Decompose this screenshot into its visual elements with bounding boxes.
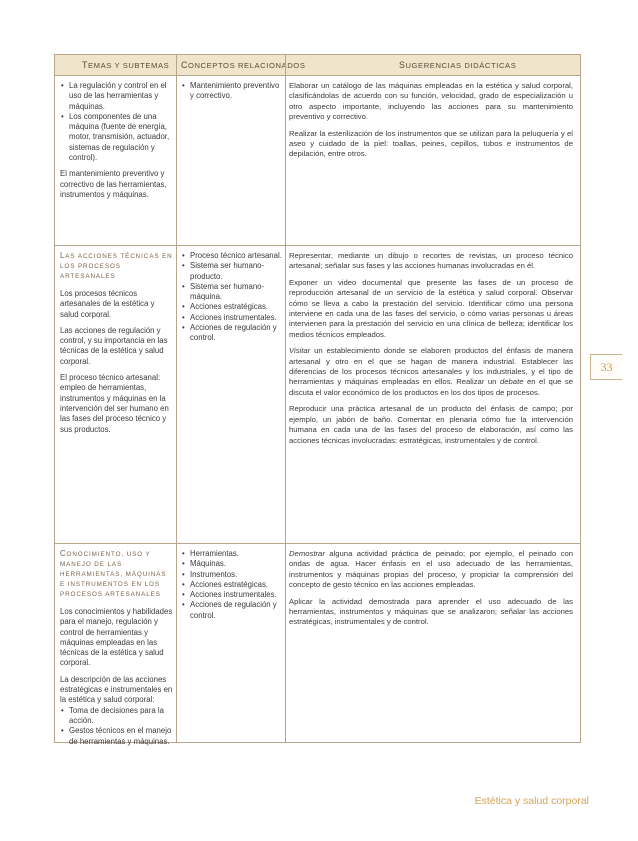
header-sugerencias: SUGERENCIAS DIDÁCTICAS [399,60,517,70]
temas-list [60,706,173,747]
list-item: • Sistema ser humano-máquina. [181,282,285,303]
list-item: • Proceso técnico artesanal. [181,251,285,261]
header-divider [176,55,177,75]
column-divider [285,246,286,543]
list-item: • Sistema ser humano-producto. [181,261,285,282]
content-table [54,54,581,746]
table-header [55,55,580,76]
list-item: • Gestos técnicos en el manejo de herramientas y máquinas. [60,726,173,747]
list-item: • Acciones instrumentales. [181,590,285,600]
sugerencias-cell [289,251,573,452]
temas-text: La descripción de las acciones estratégicas e instrumentales en la estética y salud corporal: [60,674,173,705]
emphasis-verb: Visitar [289,346,311,356]
temas-list [60,81,173,163]
emphasis-verb: debate [499,377,524,387]
temas-cell [60,251,173,441]
list-item: • Mantenimiento preventivo y correctivo. [181,81,285,102]
list-item: • Máquinas. [181,559,285,569]
table-row [55,544,580,746]
list-item: • Acciones estratégicas. [181,302,285,312]
list-item: • Instrumentos. [181,570,285,580]
temas-text: El proceso técnico artesanal: empleo de herramientas, instrumentos y máquinas en la intervención del ser humano en las fases del proceso técnico y sus productos. [60,373,169,434]
sugerencia-text: Demostrar alguna actividad práctica de peinado; por ejemplo, el peinado con ondas de agua. Hacer énfasis en el uso adecuado de las herramientas, instrumentos y máquinas propias del proceso, y propiciar la comprensión del concepto de gesto técnico en las acciones empleadas. [289,549,573,590]
temas-cell [60,81,173,206]
subtema-heading: CONOCIMIENTO, USO Y MANEJO DE LAS HERRAMIENTAS, MÁQUINAS E INSTRUMENTOS EN LOS PROCESOS ARTESANALES [60,549,167,598]
sugerencia-text: Representar, mediante un dibujo o recortes de revistas, un proceso técnico artesanal; señalar sus fases y las acciones humanas involucradas en él. [289,251,573,271]
subtema-heading: LAS ACCIONES TÉCNICAS EN LOS PROCESOS ARTESANALES [60,251,173,280]
conceptos-cell [181,81,285,108]
page-number: 33 [590,354,622,380]
sugerencias-cell [289,549,573,634]
footer-title: Estética y salud corporal [474,795,589,807]
conceptos-list [181,251,285,344]
list-item: • Los componentes de una máquina (fuente de energía, motor, transmisión, actuador, sistemas de regulación y control). [60,112,173,163]
header-temas: TEMAS Y SUBTEMAS [82,60,170,70]
column-divider [176,76,177,245]
column-divider [285,76,286,245]
table-row [55,76,580,246]
column-divider [285,544,286,742]
column-divider [176,544,177,742]
conceptos-list [181,81,285,102]
sugerencia-text: Aplicar la actividad demostrada para aprender el uso adecuado de las herramientas, instrumentos y máquinas que se analizaron; señalar las acciones estratégicas, instrumentales y de control. [289,596,573,627]
sugerencia-text: Visitar un establecimiento donde se elaboren productos del énfasis de manera artesanal y otro en el que se hagan de manera industrial. Establecer las diferencias de los procesos técnicos artesanales y los industriales, y el tipo de herramientas y máquinas empleadas en ellos. Realizar un debate en el que se discuta el valor económico de los productos en los dos tipos de procesos. [289,346,573,397]
header-conceptos: CONCEPTOS RELACIONADOS [181,60,306,70]
sugerencia-text: Elaborar un catálogo de las máquinas empleadas en la estética y salud corporal, clasificándolas de acuerdo con su función, velocidad, grado de especialización u otro aspecto importante, incluyendo las acciones para su mantenimiento preventivo y correctivo. [289,81,573,122]
list-item: • Acciones instrumentales. [181,313,285,323]
temas-text: Las acciones de regulación y control, y su importancia en las técnicas de la estética y salud corporal. [60,325,168,366]
conceptos-cell [181,251,285,350]
sugerencia-text: Exponer un video documental que presente las fases de un proceso de reproducción artesanal de un servicio de la estética y salud corporal. Observar cómo se lleva a cabo la prestación del servicio. Identificar cómo una persona interviene en cada una de las fases del servicio, o cómo varias personas u áreas intervienen para la prestación del servicio en una clínica de belleza; identificar los medios técnicos empleados. [289,277,573,339]
header-divider [285,55,286,75]
temas-text: El mantenimiento preventivo y correctivo de las herramientas, instrumentos y máquinas. [60,169,167,199]
temas-text: Los conocimientos y habilidades para el manejo, regulación y control de herramientas y máquinas empleadas en las técnicas de la estética y salud corporal. [60,607,173,668]
table-row [55,246,580,544]
list-item: • Acciones de regulación y control. [181,600,285,621]
conceptos-list [181,549,285,621]
emphasis-verb: Demostrar [289,549,325,558]
temas-cell [60,549,173,753]
list-item: • Acciones de regulación y control. [181,323,285,344]
list-item: • Toma de decisiones para la acción. [60,706,173,727]
sugerencias-cell [289,81,573,166]
list-item: • Acciones estratégicas. [181,580,285,590]
sugerencia-text: Reproducir una práctica artesanal de un producto del énfasis de campo; por ejemplo, un jabón de baño. Comentar en plenaria cómo fue la intervención humana en cada una de las fases del proceso de elaboración, así como las acciones técnicas involucradas: estratégicas, instrumentales y de control. [289,404,573,445]
column-divider [176,246,177,543]
temas-text: Los procesos técnicos artesanales de la estética y salud corporal. [60,289,155,319]
list-item: • La regulación y control en el uso de las herramientas y máquinas. [60,81,173,112]
sugerencia-text: Realizar la esterilización de los instrumentos que se utilizan para la peluquería y el aseo y cuidado de la piel: toallas, peines, cepillos, tubos e instrumentos de depilación, entre otros. [289,128,573,159]
conceptos-cell [181,549,285,627]
list-item: • Herramientas. [181,549,285,559]
